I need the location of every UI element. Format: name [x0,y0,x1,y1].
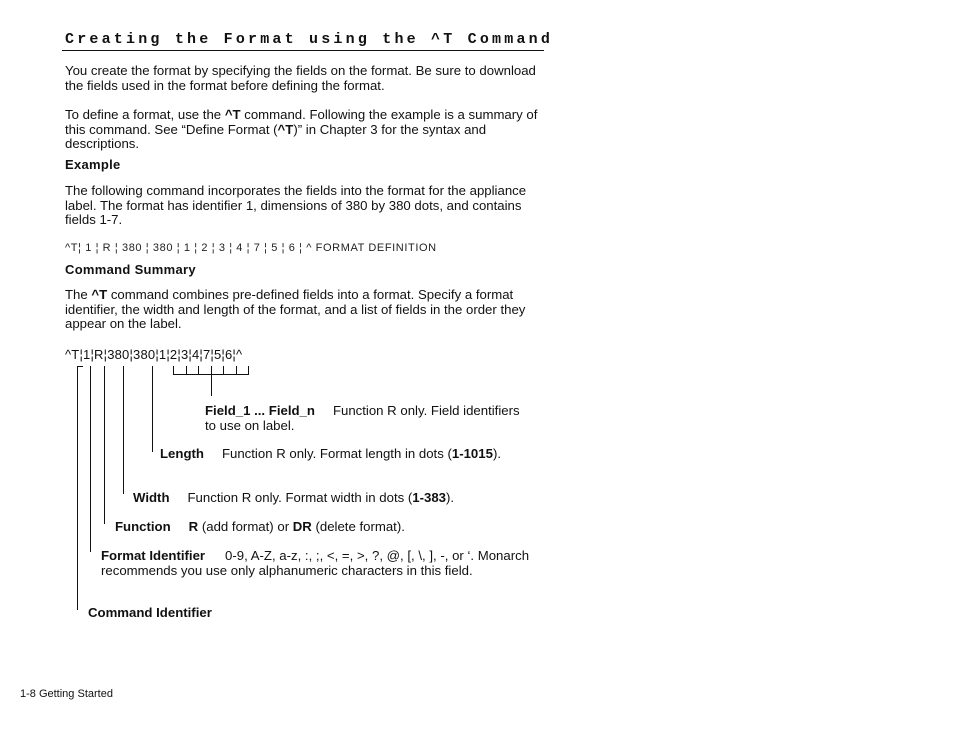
command-syntax: ^T¦1¦R¦380¦380¦1¦2¦3¦4¦7¦5¦6¦^ [65,347,243,362]
fields-tick-2 [186,366,187,375]
param-width [133,491,533,506]
param-length-desc: Function R only. Format length in dots ( [221,446,452,461]
summary-cmd: ^T [91,287,108,302]
define-mid: command. Following the example is a summary of this command. See “Define Format ( [65,107,538,137]
param-function-dr-desc: (delete format). [311,519,405,534]
command-id-tick [77,366,83,367]
define-cmd2: ^T [277,121,294,137]
summary-pre: The [65,287,92,302]
fields-tick-4 [211,366,212,396]
param-format-id [101,549,541,578]
param-function-r: R [188,519,199,534]
define-paragraph [65,108,543,152]
param-length-end: ). [492,446,501,461]
param-fields-name: Field_1 ... Field_n [205,403,315,418]
param-function [115,520,535,535]
example-paragraph: The following command incorporates the fields into the format for the appliance label. The format has identifier 1, dimensions of 380 by 380 dots, and contains fields 1-7. [65,183,527,228]
example-command: ^T¦ 1 ¦ R ¦ 380 ¦ 380 ¦ 1 ¦ 2 ¦ 3 ¦ 4 ¦ 7 ¦ 5 ¦ 6 ¦ ^ FORMAT DEFINITION [65,242,437,254]
function-line [104,366,105,524]
param-width-name: Width [133,490,170,505]
param-command-id-name: Command Identifier [88,605,212,620]
param-command-id [88,606,212,621]
width-line [123,366,124,494]
summary-heading: Command Summary [65,262,196,277]
define-cmd: ^T [224,107,241,122]
param-length-name: Length [160,446,204,461]
fields-tick-6 [236,366,237,375]
param-fields-desc: Function R only. Field identifiers to use on label. [205,403,520,433]
command-id-line [77,366,78,610]
fields-tick-1 [173,366,174,375]
example-heading: Example [65,157,121,172]
param-fields [205,404,525,433]
page-footer: 1-8 Getting Started [20,688,113,700]
summary-paragraph [65,288,543,332]
length-line [152,366,153,452]
define-post: )” in Chapter 3 for the syntax and descriptions. [65,121,487,152]
summary-post: command combines pre-defined fields into a format. Specify a format identifier, the width and length of the format, and a list of fields in the order they appear on the label. [65,287,526,332]
fields-tick-3 [198,366,199,375]
param-function-dr: DR [292,519,312,534]
fields-tick-5 [223,366,224,375]
fields-tick-7 [248,366,249,375]
param-width-end: ). [446,490,455,505]
format-id-line [90,366,91,552]
param-width-range: 1-383 [412,490,446,505]
title-underline [62,50,544,51]
section-title: Creating the Format using the ^T Command [65,31,554,48]
param-format-id-rest: 0-9, A-Z, a-z, :, ;, <, =, >, ?, @, [, \, ], -, or ‘. Monarch recommends you use only alphanumeric characters in this field. [101,548,530,578]
param-width-desc: Function R only. Format width in dots ( [187,490,413,505]
param-function-name: Function [115,519,171,534]
param-length-range: 1-1015 [451,446,493,461]
param-length [160,447,510,462]
intro-paragraph: You create the format by specifying the fields on the format. Be sure to download the fields used in the format before defining the format. [65,63,536,93]
param-format-id-name: Format Identifier [101,548,206,563]
define-pre: To define a format, use the [65,107,225,122]
param-function-r-desc: (add format) or [198,519,293,534]
